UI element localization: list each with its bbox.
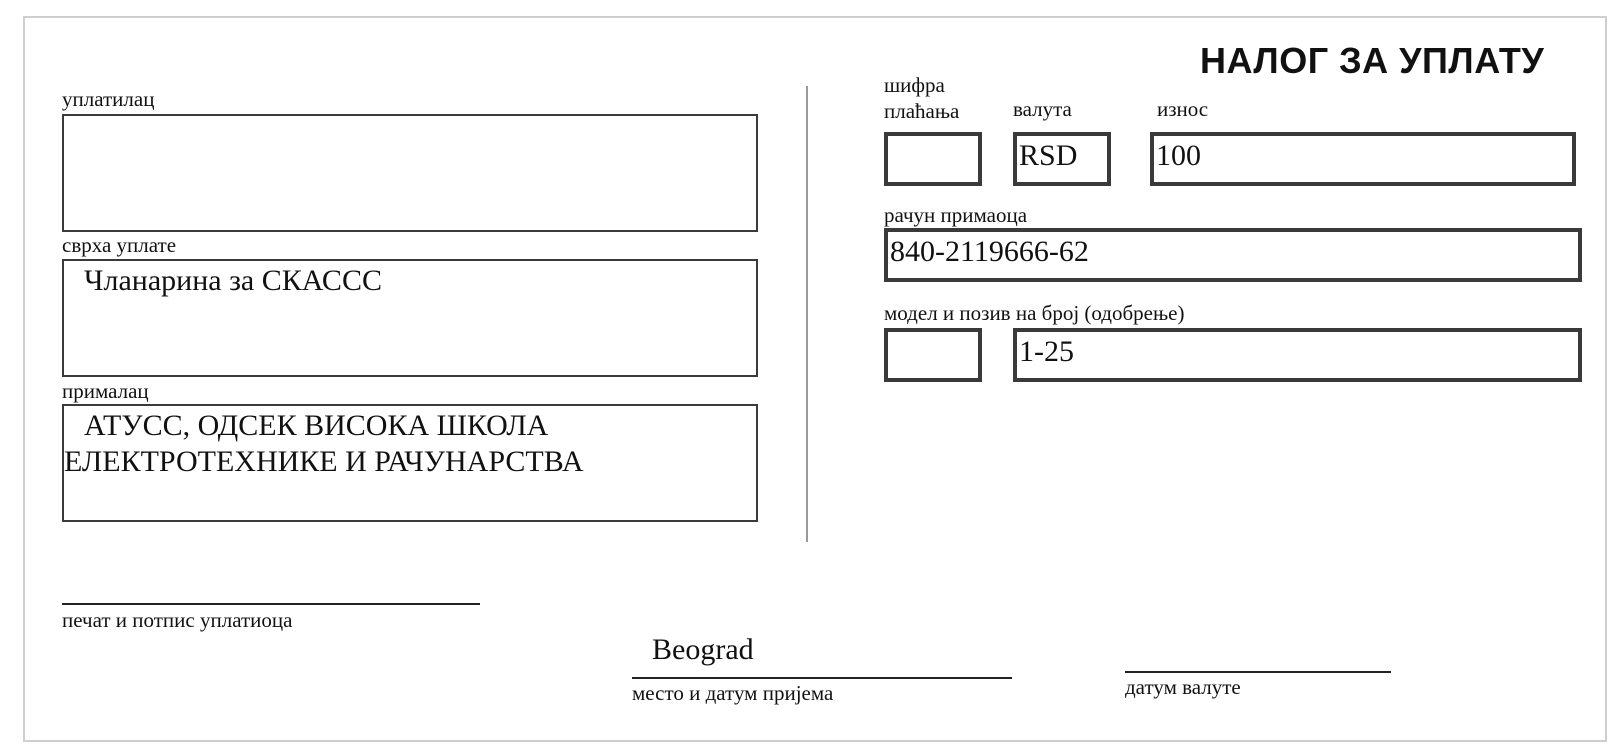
place-date-line[interactable] (632, 677, 1012, 679)
currency-label: валута (1013, 97, 1072, 121)
currency-value: RSD (1019, 139, 1078, 172)
recipient-label: прималац (62, 379, 149, 403)
recipient-account-label: рачун примаоца (884, 203, 1028, 227)
purpose-label: сврха уплате (62, 233, 177, 257)
payment-code-label: шифра плаћања (884, 73, 960, 123)
recipient-field[interactable] (62, 404, 758, 522)
recipient-account-field[interactable] (884, 228, 1582, 282)
currency-field[interactable] (1013, 132, 1111, 186)
column-divider (806, 86, 808, 542)
form-title: НАЛОГ ЗА УПЛАТУ (1200, 40, 1545, 81)
payer-field[interactable] (62, 114, 758, 232)
reference-number-field[interactable] (1013, 328, 1582, 382)
amount-field[interactable] (1150, 132, 1576, 186)
purpose-field[interactable] (62, 259, 758, 377)
payer-label: уплатилац (62, 87, 155, 111)
value-date-label: датум валуте (1125, 675, 1241, 699)
purpose-value: Чланарина за СКАССС (84, 264, 382, 297)
recipient-line-1: АТУСС, ОДСЕК ВИСОКА ШКОЛА (84, 409, 549, 442)
value-date-line[interactable] (1125, 671, 1391, 673)
reference-number-value: 1-25 (1019, 335, 1074, 368)
model-reference-label: модел и позив на број (одобрење) (884, 301, 1185, 325)
recipient-account-value: 840-2119666-62 (890, 235, 1089, 268)
place-date-label: место и датум пријема (632, 681, 834, 705)
place-value: Beograd (652, 633, 754, 666)
recipient-line-2: ЕЛЕКТРОТЕХНИКЕ И РАЧУНАРСТВА (64, 445, 584, 478)
amount-label: износ (1157, 97, 1209, 121)
payment-code-field[interactable] (884, 132, 982, 186)
payer-signature-line[interactable] (62, 603, 480, 605)
model-field[interactable] (884, 328, 982, 382)
amount-value: 100 (1156, 139, 1201, 172)
payer-signature-label: печат и потпис уплатиоца (62, 608, 293, 632)
